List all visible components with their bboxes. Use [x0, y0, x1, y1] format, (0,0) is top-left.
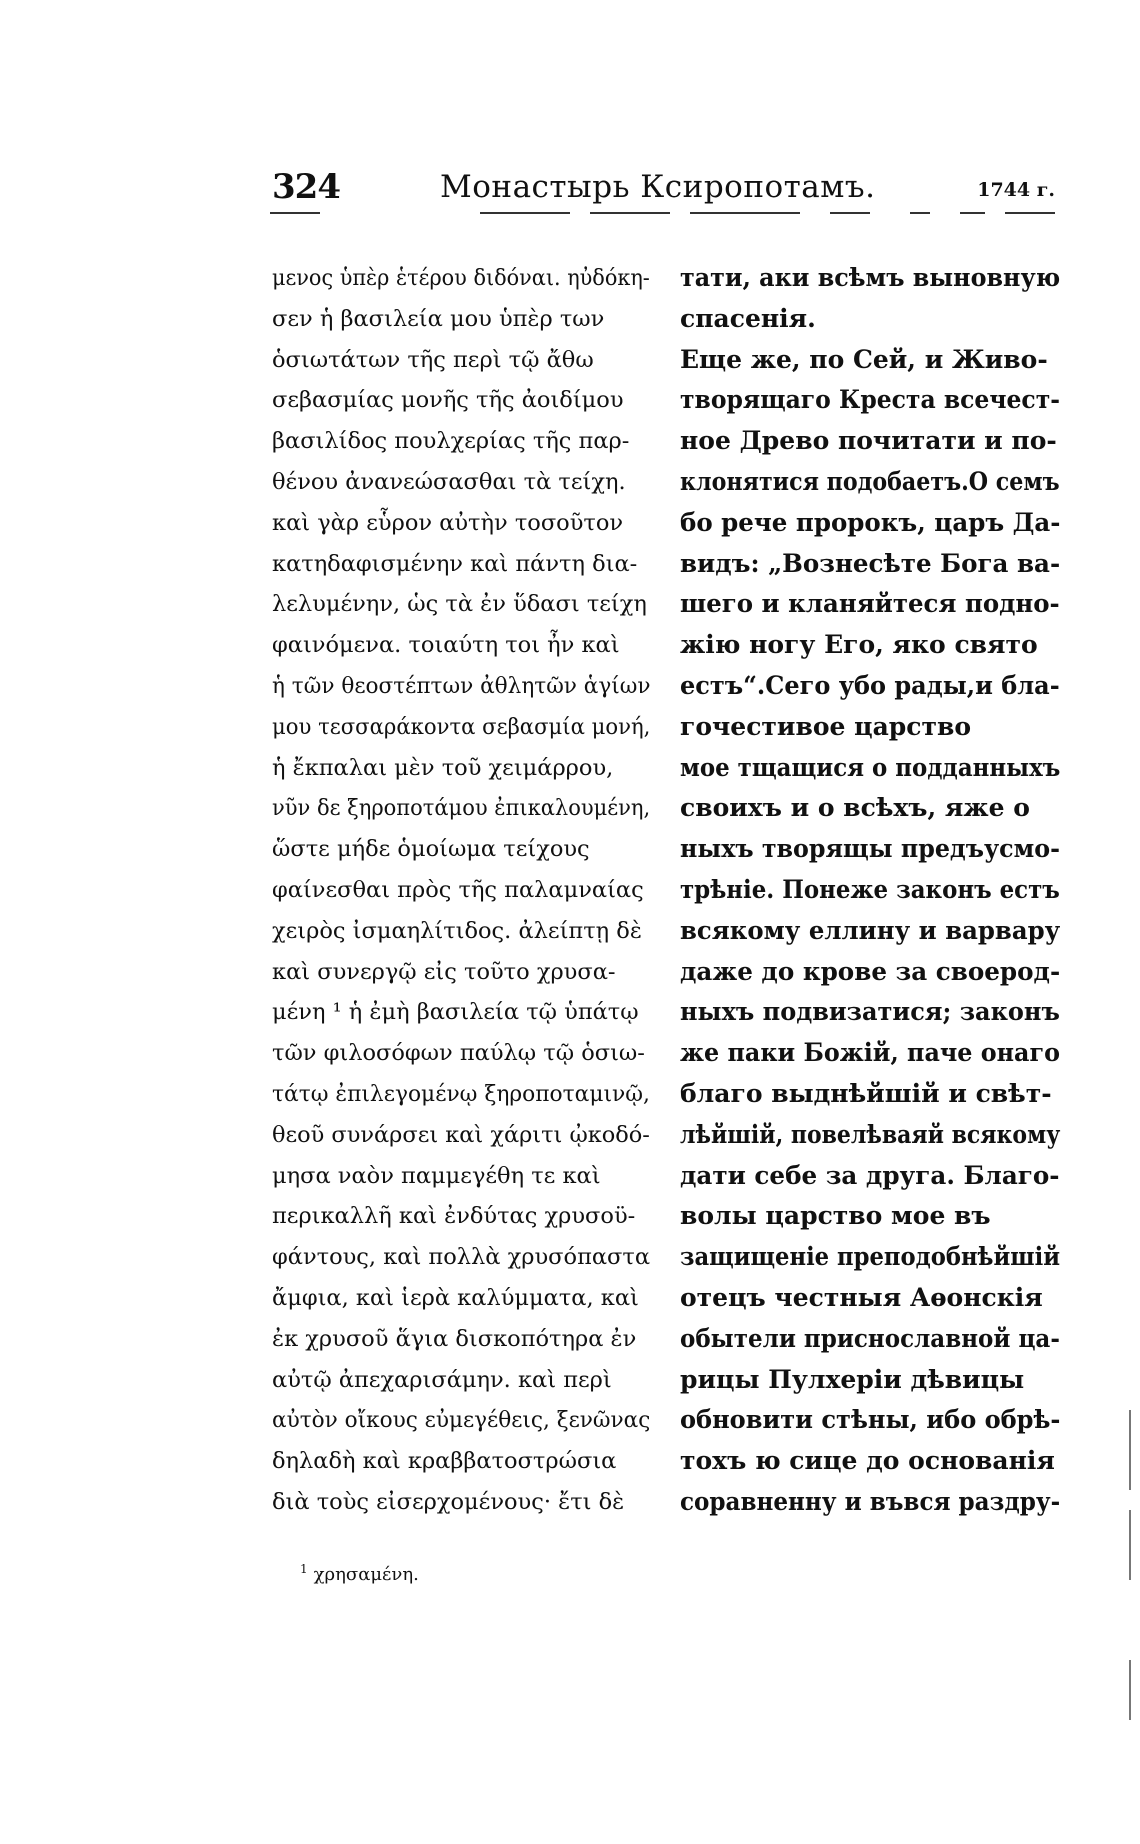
text-line: ныхъ подвизатися; законъ — [680, 997, 1060, 1027]
text-line: νῦν δε ξηροποτάμου ἐπικαλουμένη, — [272, 795, 651, 822]
text-line: σεβασμίας μονῆς τῆς ἀοιδίμου — [272, 387, 624, 414]
text-line: μένη ¹ ἡ ἐμὴ βασιλεία τῷ ὑπάτῳ — [272, 999, 639, 1026]
text-line: δηλαδὴ καὶ κραββατοστρώσια — [272, 1448, 617, 1475]
text-line: же паки Божій, паче онаго — [680, 1038, 1060, 1068]
text-line: ное Древо почитати и по- — [680, 426, 1057, 456]
text-line: μησα ναὸν παμμεγέθη τε καὶ — [272, 1162, 601, 1189]
running-title: Монастырь Ксиропотамъ. — [440, 169, 876, 205]
footnote-text: χρησαμένη. — [313, 1564, 419, 1585]
running-header — [270, 165, 1055, 215]
text-line: спасенія. — [680, 303, 816, 333]
text-line: βασιλίδος πουλχερίας τῆς παρ- — [272, 428, 630, 455]
text-line: своихъ и о всѣхъ, яже о — [680, 793, 1030, 823]
text-line: шего и кланяйтеся подно- — [680, 589, 1060, 619]
text-line: ἡ ἔκπαλαι μὲν τοῦ χειμάρρου, — [272, 754, 614, 781]
text-line: Еще же, по Сей, и Живо- — [680, 344, 1048, 374]
footnote — [300, 1562, 419, 1585]
text-line: μου τεσσαράκοντα σεβασμία μονή, — [272, 713, 651, 740]
greek-column — [272, 258, 650, 1523]
text-line: бо рече пророкъ, царъ Да- — [680, 507, 1061, 537]
text-line: рицы Пулхеріи дѣвицы — [680, 1364, 1025, 1394]
text-line: волы царство мое въ — [680, 1201, 991, 1231]
text-line: κατηδαφισμένην καὶ πάντη δια- — [272, 550, 638, 577]
text-line: естъ“.Сего убо рады,и бла- — [680, 670, 1060, 700]
text-line: тати, аки всѣмъ выновную — [680, 263, 1061, 292]
text-line: благо выднѣйшій и свѣт- — [680, 1078, 1052, 1108]
text-line: σεν ἡ βασιλεία μου ὑπὲρ των — [272, 305, 605, 332]
text-line: τῶν φιλοσόφων παύλῳ τῷ ὁσιω- — [272, 1040, 645, 1067]
page-edge-line — [1129, 1510, 1131, 1580]
text-line: обытели присноcлавной ца- — [680, 1323, 1060, 1353]
text-line: лѣйшій, повелѣваяй всякому — [680, 1119, 1061, 1149]
header-rule — [270, 212, 320, 214]
header-rule — [590, 212, 670, 214]
text-line: обновити стѣны, ибо обрѣ- — [680, 1405, 1061, 1435]
text-line: клонятися подобаетъ.О семъ — [680, 466, 1060, 496]
text-line: φαινόμενα. τοιαύτη τοι ἦν καὶ — [272, 632, 620, 659]
text-line: ἡ τῶν θεοστέπτων ἀθλητῶν ἁγίων — [272, 672, 651, 699]
text-line: τάτῳ ἐπιλεγομένῳ ξηροποταμινῷ, — [272, 1080, 650, 1107]
text-line: отецъ честныя Аѳонскія — [680, 1282, 1043, 1312]
text-line: καὶ γὰρ εὗρον αὐτὴν τοσοῦτον — [272, 509, 624, 536]
header-rule — [910, 212, 930, 214]
page-edge-line — [1129, 1660, 1131, 1720]
text-line: ὥστε μήδε ὁμοίωμα τείχους — [272, 836, 590, 863]
page-number: 324 — [272, 167, 340, 207]
text-line: мое тщащися о подданныхъ — [680, 752, 1061, 782]
text-line: φάντους, καὶ πολλὰ χρυσόπαστα — [272, 1244, 651, 1271]
text-line: ныхъ творящы предъусмо- — [680, 834, 1060, 864]
text-line: αὐτὸν οἴκους εὐμεγέθεις, ξενῶνας — [272, 1407, 651, 1434]
text-line: καὶ συνεργῷ εἰς τοῦτο χρυσα- — [272, 958, 616, 985]
header-rule — [960, 212, 985, 214]
text-line: всякому еллину и варвару — [680, 915, 1061, 945]
header-rule — [1005, 212, 1055, 214]
header-rule — [830, 212, 870, 214]
text-line: χειρὸς ἰσμαηλίτιδος. ἀλείπτῃ δὲ — [272, 917, 642, 944]
text-line: дати себе за друга. Благо- — [680, 1160, 1060, 1190]
text-line: ὁσιωτάτων τῆς περὶ τῷ ἄθω — [272, 346, 594, 373]
text-line: ἄμφια, καὶ ἱερὰ καλύμματα, καὶ — [272, 1284, 639, 1311]
text-line: видъ: „Вознесѣте Бога ва- — [680, 548, 1061, 578]
text-line: даже до крове за своерод- — [680, 956, 1061, 986]
text-line: αὐτῷ ἀπεχαρισάμην. καὶ περὶ — [272, 1366, 612, 1393]
header-rule — [690, 212, 800, 214]
text-line: θένου ἀνανεώσασθαι τὰ τείχη. — [272, 468, 626, 495]
text-line: трѣніе. Понеже законъ естъ — [680, 874, 1060, 904]
text-line: λελυμένην, ὡς τὰ ἐν ὕδασι τείχη — [272, 591, 647, 618]
text-line: гочестивое царство — [680, 711, 972, 741]
text-line: соравненну и въвся раздру- — [680, 1486, 1061, 1516]
slavonic-column — [680, 258, 1060, 1523]
header-rule — [480, 212, 570, 214]
text-line: тохъ ю сице до основанія — [680, 1446, 1055, 1476]
year-label: 1744 г. — [977, 179, 1055, 201]
text-line: ἐκ χρυσοῦ ἅγια δισκοπότηρα ἐν — [272, 1325, 637, 1352]
text-line: творящаго Креста всечест- — [680, 385, 1060, 415]
text-line: защищеніе преподобнѣйшій — [680, 1242, 1061, 1272]
text-line: жію ногу Его, яко свято — [680, 630, 1038, 660]
page-edge-line — [1129, 1410, 1131, 1490]
text-line: διὰ τοὺς εἰσερχομένους· ἔτι δὲ — [272, 1488, 625, 1515]
text-line: θεοῦ συνάρσει καὶ χάριτι ᾠκοδό- — [272, 1121, 650, 1148]
text-line: μενος ὑπὲρ ἑτέρου διδόναι. ηὐδόκη- — [272, 265, 650, 291]
text-line: περικαλλῆ καὶ ἐνδύτας χρυσοϋ- — [272, 1203, 636, 1230]
footnote-marker: 1 — [300, 1562, 308, 1576]
text-line: φαίνεσθαι πρὸς τῆς παλαμναίας — [272, 876, 644, 903]
